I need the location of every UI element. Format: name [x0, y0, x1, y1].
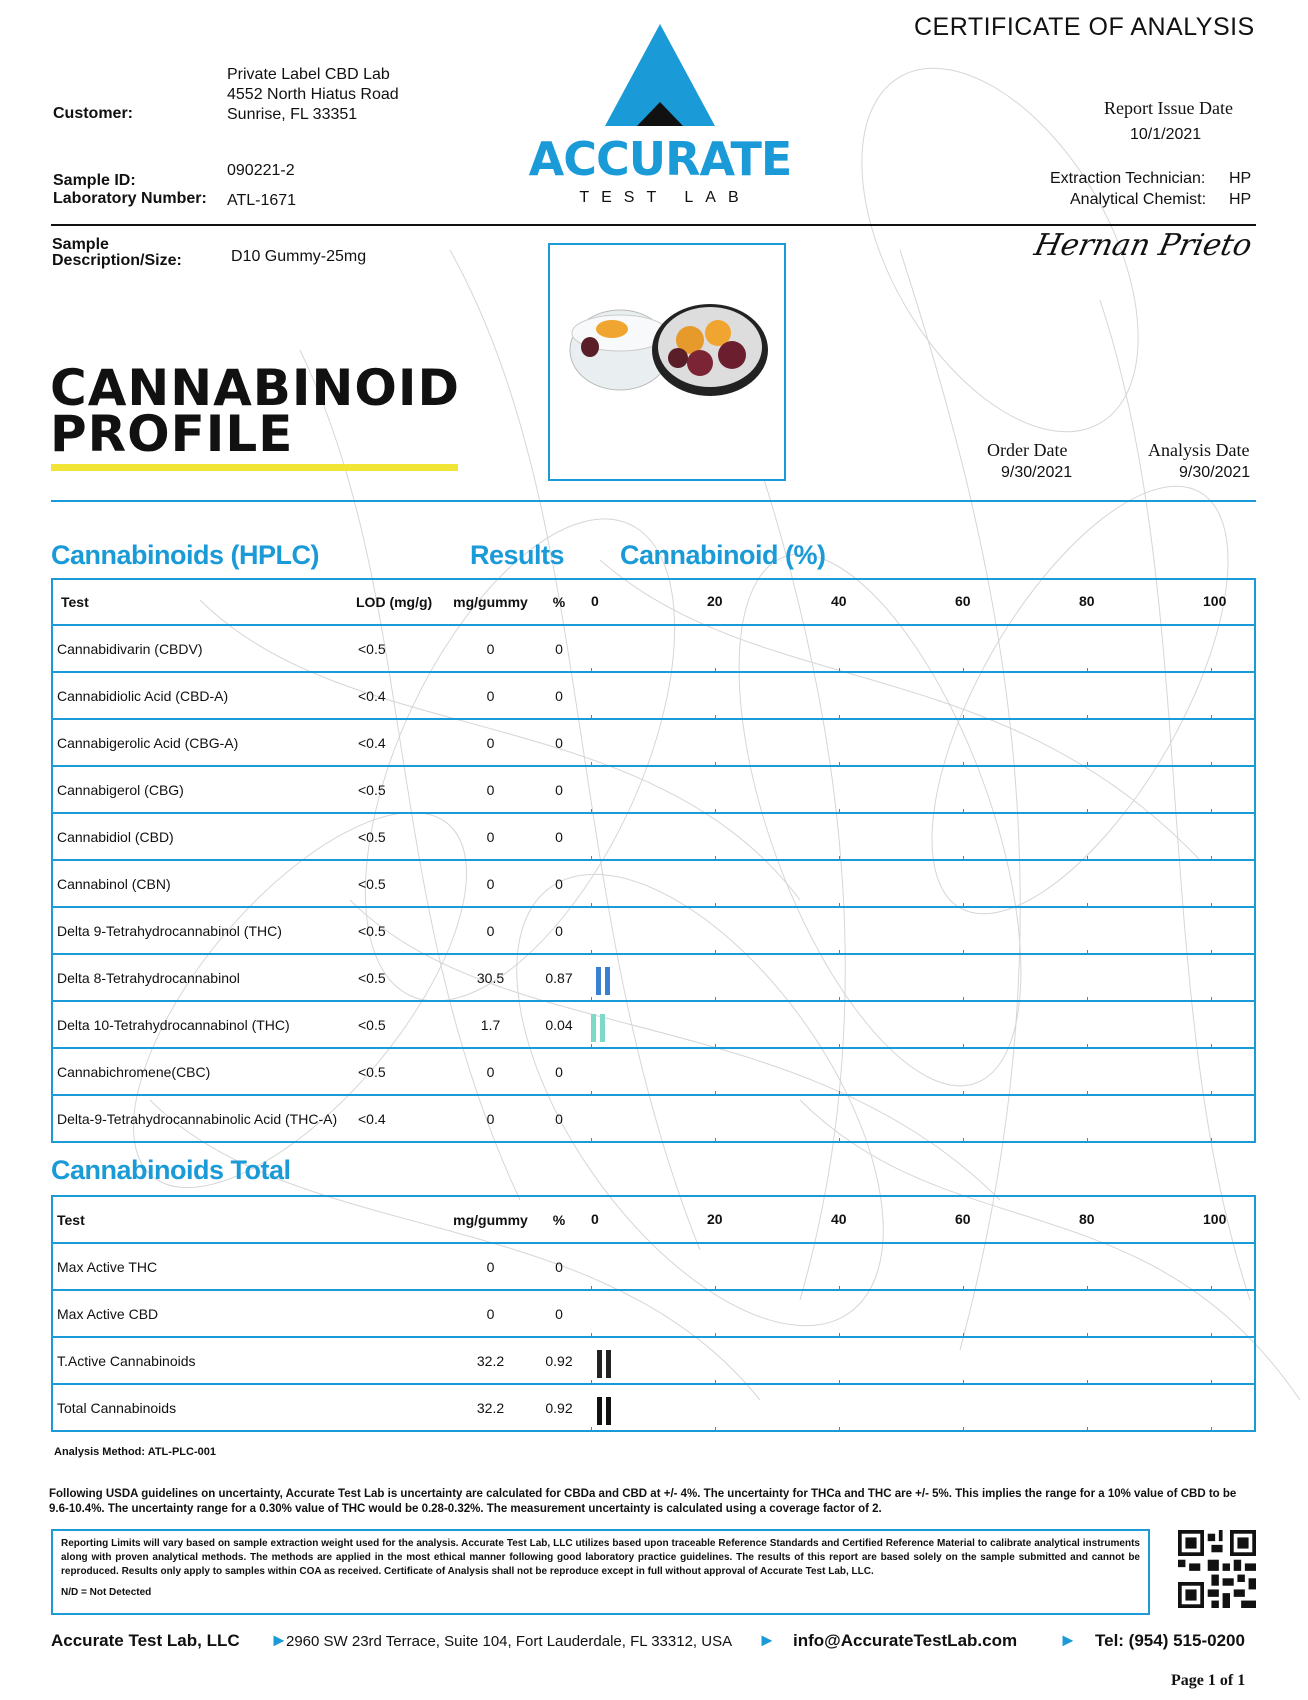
- pct-value: 0: [533, 1290, 585, 1337]
- logo-subtitle: TEST LAB: [579, 189, 751, 206]
- chevron-right-icon: ►: [1059, 1630, 1077, 1650]
- mg-value: 0: [448, 1243, 533, 1290]
- axis-tick-label: 100: [1203, 593, 1227, 609]
- bar-cell: [585, 813, 1255, 860]
- column-header: mg/gummy: [448, 579, 533, 625]
- lod-value: <0.5: [348, 625, 448, 672]
- lod-value: <0.4: [348, 672, 448, 719]
- test-name: Max Active THC: [52, 1243, 448, 1290]
- bar-cell: [585, 860, 1255, 907]
- customer-name: Private Label CBD Lab: [227, 66, 390, 83]
- lod-value: <0.4: [348, 1095, 448, 1142]
- pct-value: 0: [533, 813, 585, 860]
- extraction-tech-label: Extraction Technician:: [1050, 170, 1206, 187]
- analysis-date-label: Analysis Date: [1148, 440, 1250, 460]
- axis-tick-label: 60: [955, 1210, 971, 1227]
- mg-value: 0: [448, 907, 533, 954]
- analytical-chemist: HP: [1229, 191, 1252, 208]
- order-date-label: Order Date: [987, 440, 1068, 460]
- doc-title: CERTIFICATE OF ANALYSIS: [914, 13, 1255, 41]
- profile-divider: [51, 500, 1256, 502]
- footer-phone: Tel: (954) 515-0200: [1095, 1631, 1245, 1650]
- lod-value: <0.5: [348, 766, 448, 813]
- title-underline: [51, 464, 458, 471]
- header-divider: [51, 224, 1256, 226]
- logo-triangle-icon: [515, 24, 805, 134]
- mg-value: 0: [448, 672, 533, 719]
- pct-value: 0: [533, 719, 585, 766]
- bar-cell: [585, 1048, 1255, 1095]
- mg-value: 0: [448, 625, 533, 672]
- uncertainty-note: Following USDA guidelines on uncertainty, Accurate Test Lab is uncertainty are calculated for CBDa and CBD at +/- 4%. The uncertainty for THCa and THC are +/- 5%. This implies the range for a 10% value of CBD to be 9.6-10.4%. The uncertainty range for a 0.30% value of THC would be 0.28-0.32%. The measurement uncertainty is calculated using a coverage factor of 2.: [49, 1488, 1237, 1515]
- lod-value: <0.5: [348, 813, 448, 860]
- axis-tick-label: 0: [591, 1210, 599, 1227]
- test-name: Delta-9-Tetrahydrocannabinolic Acid (THC-A): [52, 1095, 348, 1142]
- test-name: Total Cannabinoids: [52, 1384, 448, 1431]
- bar-cell: [585, 1095, 1255, 1142]
- signature: Hernan Prieto: [1031, 228, 1256, 263]
- test-name: Cannabigerolic Acid (CBG-A): [52, 719, 348, 766]
- qr-code-icon: [1178, 1530, 1256, 1608]
- analysis-date: 9/30/2021: [1179, 464, 1251, 481]
- lod-value: <0.5: [348, 954, 448, 1001]
- pct-value: 0: [533, 907, 585, 954]
- bar-cell: [585, 954, 1255, 1001]
- table-row: [52, 1384, 1255, 1431]
- column-header: LOD (mg/g): [348, 579, 448, 625]
- pct-value: 0: [533, 1048, 585, 1095]
- table-row: [52, 719, 1255, 766]
- pct-value: 0.87: [533, 954, 585, 1001]
- table-row: [52, 672, 1255, 719]
- mg-value: 0: [448, 1048, 533, 1095]
- bar-cell: [585, 1001, 1255, 1048]
- column-header: %: [533, 579, 585, 625]
- percent-bar: [596, 967, 610, 995]
- company-logo: [515, 24, 805, 214]
- cannabinoid-table: [51, 578, 1256, 1143]
- chevron-right-icon: ►: [270, 1630, 288, 1650]
- mg-value: 0: [448, 1095, 533, 1142]
- mg-value: 0: [448, 766, 533, 813]
- lab-number: ATL-1671: [227, 192, 297, 209]
- axis-tick-label: 0: [591, 593, 599, 609]
- section-percent: Cannabinoid (%): [620, 540, 826, 570]
- test-name: Delta 10-Tetrahydrocannabinol (THC): [52, 1001, 348, 1048]
- sample-desc: D10 Gummy-25mg: [231, 248, 367, 265]
- customer-block: [227, 65, 399, 125]
- pct-value: 0: [533, 766, 585, 813]
- report-issue-label: Report Issue Date: [1104, 98, 1233, 118]
- footer-email[interactable]: info@AccurateTestLab.com: [793, 1631, 1018, 1650]
- sample-desc-label-1: Sample: [52, 236, 109, 253]
- column-header: Test: [52, 579, 348, 625]
- sample-desc-label: [52, 237, 182, 269]
- table-row: [52, 766, 1255, 813]
- customer-address-2: Sunrise, FL 33351: [227, 106, 358, 123]
- column-header: %: [533, 1196, 585, 1243]
- mg-value: 1.7: [448, 1001, 533, 1048]
- mg-value: 0: [448, 813, 533, 860]
- pct-value: 0: [533, 860, 585, 907]
- analytical-chemist-label: Analytical Chemist:: [1070, 191, 1207, 208]
- nd-note: N/D = Not Detected: [61, 1587, 152, 1598]
- sample-id-label: Sample ID:: [53, 172, 136, 189]
- test-name: Cannabidivarin (CBDV): [52, 625, 348, 672]
- table-row: [52, 1095, 1255, 1142]
- mg-value: 0: [448, 1290, 533, 1337]
- section-totals: Cannabinoids Total: [51, 1155, 291, 1185]
- table-row: [52, 860, 1255, 907]
- page-number: Page 1 of 1: [1171, 1672, 1246, 1689]
- bar-cell: [585, 1337, 1255, 1384]
- sample-desc-label-2: Description/Size:: [52, 252, 182, 269]
- pct-value: 0.04: [533, 1001, 585, 1048]
- test-name: Cannabidiol (CBD): [52, 813, 348, 860]
- disclaimer-text: Reporting Limits will vary based on sample extraction weight used for the analysis. Accurate Test Lab, LLC utilizes based upon traceable Reference Standards and Certified Reference Material to calibrate analytical instruments along with proven analytical methods. The methods are applied in the most ethical manner following good laboratory practice guidelines. The results of this report are based solely on the sample submitted and cannot be reproduced. Results only apply to samples within COA as received. Certificate of Analysis shall not be reproduce except in full without approval of Accurate Test Lab, LLC.: [61, 1538, 1140, 1577]
- pct-value: 0: [533, 672, 585, 719]
- mg-value: 0: [448, 719, 533, 766]
- axis-header: [585, 1196, 1255, 1243]
- profile-title-line-2: PROFILE: [50, 405, 294, 463]
- table-row: [52, 1290, 1255, 1337]
- table-header-row: [52, 579, 1255, 625]
- bar-cell: [585, 672, 1255, 719]
- mg-value: 30.5: [448, 954, 533, 1001]
- test-name: Delta 9-Tetrahydrocannabinol (THC): [52, 907, 348, 954]
- mg-value: 0: [448, 860, 533, 907]
- table-row: [52, 1048, 1255, 1095]
- lod-value: <0.5: [348, 1048, 448, 1095]
- column-header: mg/gummy: [448, 1196, 533, 1243]
- profile-title-line-1: CANNABINOID: [50, 359, 460, 417]
- bar-cell: [585, 907, 1255, 954]
- disclaimer-box: [51, 1529, 1150, 1615]
- lod-value: <0.5: [348, 860, 448, 907]
- bar-cell: [585, 766, 1255, 813]
- table-row: [52, 1001, 1255, 1048]
- test-name: Cannabigerol (CBG): [52, 766, 348, 813]
- bar-cell: [585, 719, 1255, 766]
- extraction-tech: HP: [1229, 170, 1252, 187]
- profile-title: [50, 359, 460, 463]
- table-row: [52, 625, 1255, 672]
- bar-cell: [585, 625, 1255, 672]
- gummy-jar-icon: [550, 245, 784, 479]
- axis-tick-label: 80: [1079, 1210, 1095, 1227]
- test-name: Cannabichromene(CBC): [52, 1048, 348, 1095]
- report-issue-date: 10/1/2021: [1130, 126, 1202, 143]
- order-date: 9/30/2021: [1001, 464, 1073, 481]
- analysis-method: Analysis Method: ATL-PLC-001: [54, 1446, 216, 1458]
- axis-header: [585, 579, 1255, 625]
- pct-value: 0.92: [533, 1337, 585, 1384]
- mg-value: 32.2: [448, 1337, 533, 1384]
- lod-value: <0.5: [348, 1001, 448, 1048]
- customer-address-1: 4552 North Hiatus Road: [227, 86, 399, 103]
- mg-value: 32.2: [448, 1384, 533, 1431]
- percent-bar: [597, 1350, 611, 1378]
- lod-value: <0.5: [348, 907, 448, 954]
- pct-value: 0: [533, 1243, 585, 1290]
- axis-tick-label: 40: [831, 593, 847, 609]
- test-name: Delta 8-Tetrahydrocannabinol: [52, 954, 348, 1001]
- bar-cell: [585, 1243, 1255, 1290]
- product-image: [548, 243, 786, 481]
- test-name: Cannabinol (CBN): [52, 860, 348, 907]
- table-row: [52, 813, 1255, 860]
- percent-bar: [597, 1397, 611, 1425]
- bar-cell: [585, 1290, 1255, 1337]
- percent-bar: [591, 1014, 605, 1042]
- totals-table: [51, 1195, 1256, 1432]
- test-name: Max Active CBD: [52, 1290, 448, 1337]
- table-row: [52, 1337, 1255, 1384]
- chevron-right-icon: ►: [758, 1630, 776, 1650]
- axis-tick-label: 40: [831, 1210, 847, 1227]
- pct-value: 0: [533, 625, 585, 672]
- section-hplc: Cannabinoids (HPLC): [51, 540, 319, 570]
- pct-value: 0: [533, 1095, 585, 1142]
- lod-value: <0.4: [348, 719, 448, 766]
- section-results: Results: [470, 540, 565, 570]
- footer-address: 2960 SW 23rd Terrace, Suite 104, Fort Lauderdale, FL 33312, USA: [286, 1633, 733, 1650]
- customer-label: Customer:: [53, 105, 134, 122]
- table-row: [52, 1243, 1255, 1290]
- table-row: [52, 907, 1255, 954]
- lab-number-label: Laboratory Number:: [53, 190, 207, 207]
- axis-tick-label: 80: [1079, 593, 1095, 609]
- pct-value: 0.92: [533, 1384, 585, 1431]
- bar-cell: [585, 1384, 1255, 1431]
- sample-id: 090221-2: [227, 162, 295, 179]
- column-header: Test: [52, 1196, 448, 1243]
- table-header-row: [52, 1196, 1255, 1243]
- test-name: Cannabidiolic Acid (CBD-A): [52, 672, 348, 719]
- axis-tick-label: 20: [707, 1210, 723, 1227]
- axis-tick-label: 20: [707, 593, 723, 609]
- test-name: T.Active Cannabinoids: [52, 1337, 448, 1384]
- logo-name: ACCURATE: [528, 132, 792, 186]
- axis-tick-label: 100: [1203, 1210, 1227, 1227]
- table-row: [52, 954, 1255, 1001]
- axis-tick-label: 60: [955, 593, 971, 609]
- footer-company: Accurate Test Lab, LLC: [51, 1631, 240, 1650]
